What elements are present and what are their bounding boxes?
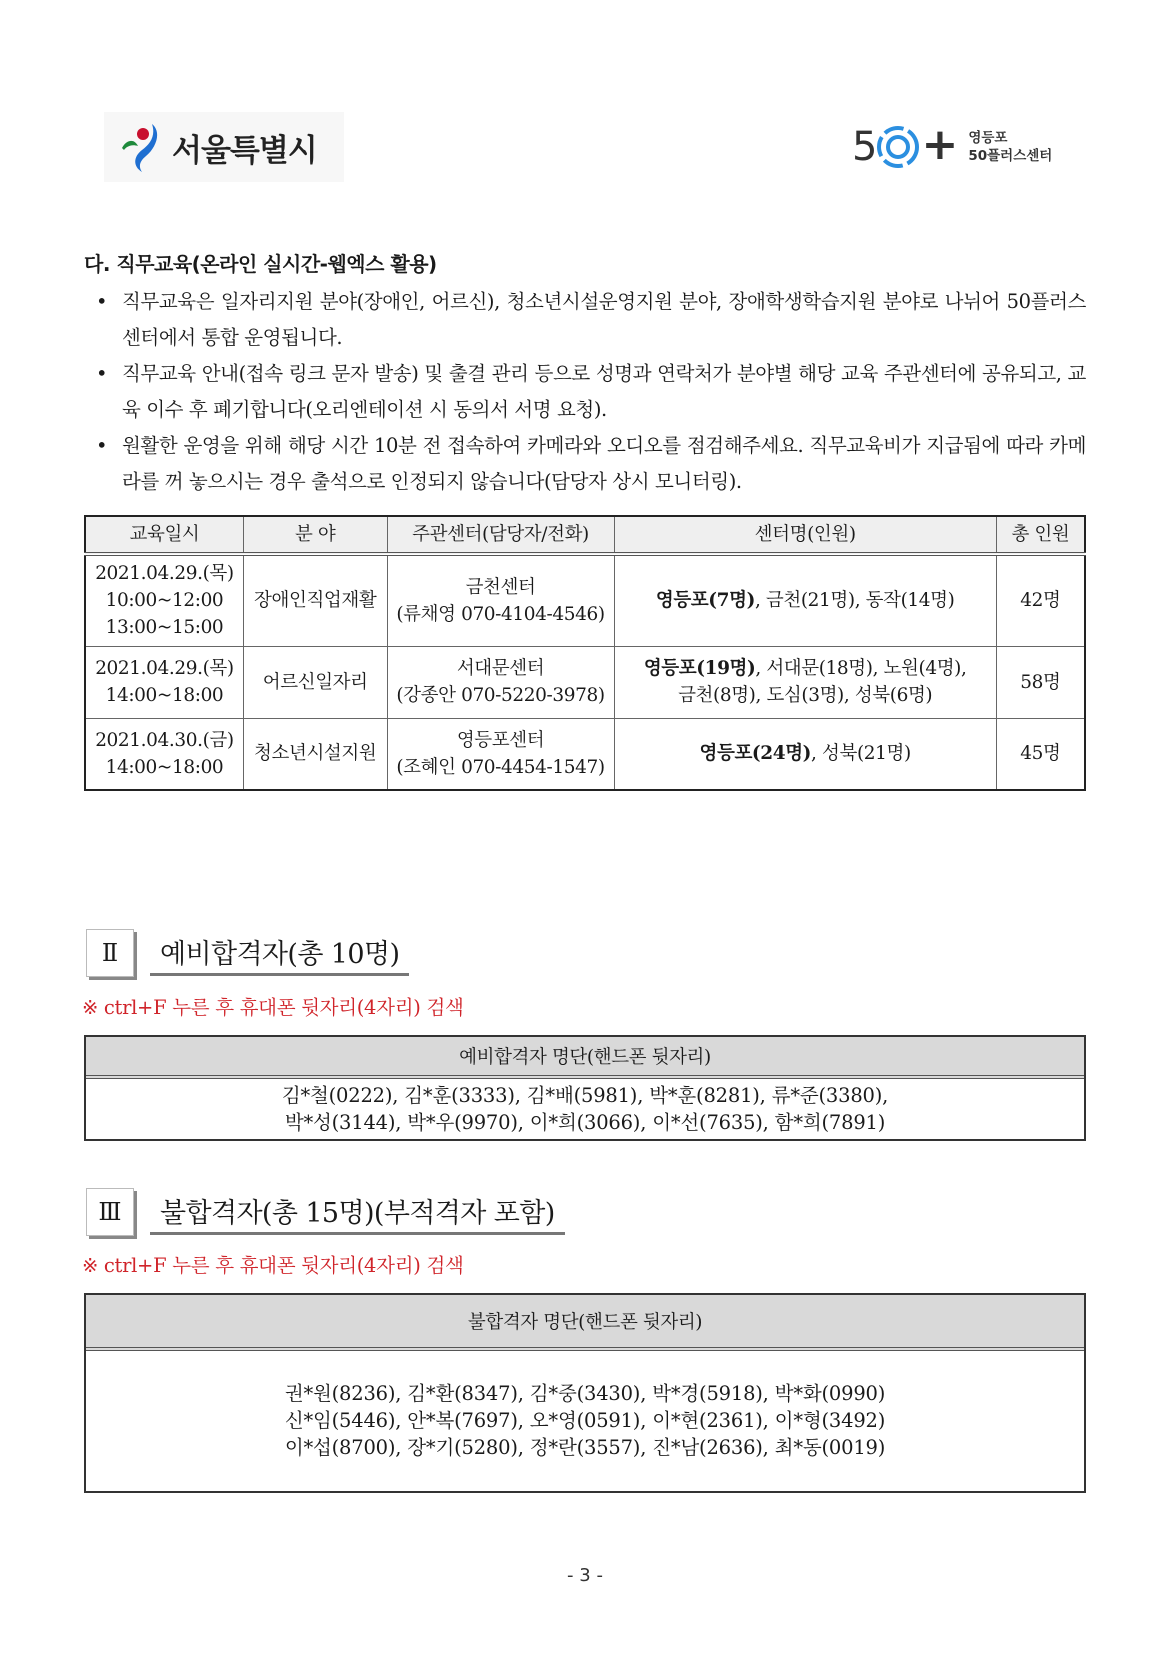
col-header-total: 총 인원 — [996, 516, 1085, 554]
field-cell: 장애인직업재활 — [243, 554, 387, 646]
host-contact: (강종안 070-5220-3978) — [396, 685, 605, 706]
host-center-name: 영등포센터 — [456, 729, 545, 751]
logo-five: 5 — [852, 124, 878, 170]
reserve-list-line: 김*철(0222), 김*훈(3333), 김*배(5981), 박*훈(8281), 류*준(3380), — [281, 1084, 889, 1107]
rejected-list-line: 이*섭(8700), 장*기(5280), 정*란(3557), 진*남(2636), 최*동(0019) — [284, 1435, 886, 1459]
rejected-list-header: 불합격자 명단(핸드폰 뒷자리) — [86, 1295, 1084, 1351]
host-center-cell — [387, 554, 614, 646]
logo-plus: + — [921, 119, 959, 170]
date-cell — [85, 718, 243, 790]
section-3-numeral: Ⅲ — [86, 1188, 134, 1236]
time-text: 10:00~12:00 — [105, 590, 224, 612]
section-3-title: 불합격자(총 15명)(부적격자 포함) — [150, 1191, 565, 1235]
host-contact: (조혜인 070-4454-1547) — [396, 756, 605, 778]
section-2-title: 예비합격자(총 10명) — [150, 932, 409, 976]
training-schedule-table — [84, 515, 1086, 791]
table-header-row — [85, 516, 1085, 554]
date-text: 2021.04.29.(목) — [95, 563, 234, 585]
bullet-item: • 원활한 운영을 위해 해당 시간 10분 전 접속하여 카메라와 오디오를 점검해주세요. 직무교육비가 지급됨에 따라 카메라를 꺼 놓으시는 경우 출석으로 인정되지 않습니다(담당자 상시 모니터링). — [96, 428, 1086, 500]
host-center-cell — [387, 718, 614, 790]
host-center-cell — [387, 646, 614, 718]
fifty-plus-ring-icon — [875, 124, 921, 170]
centers-rest-line2: 금천(8명), 도심(3명), 성북(6명) — [678, 685, 933, 706]
centers-cell — [614, 718, 996, 790]
host-center-name: 서대문센터 — [456, 658, 545, 679]
bullet-item: • 직무교육 안내(접속 링크 문자 발송) 및 출결 관리 등으로 성명과 연락처가 분야별 해당 교육 주관센터에 공유되고, 교육 이수 후 폐기합니다(오리엔테이션 시 동의서 서명 요청). — [96, 356, 1086, 428]
seoul-logo-text: 서울특별시 — [172, 132, 317, 169]
reserve-list-header: 예비합격자 명단(핸드폰 뒷자리) — [86, 1037, 1084, 1079]
centers-rest: , 금천(21명), 동작(14명) — [754, 590, 955, 612]
rejected-list-table — [84, 1293, 1086, 1493]
date-cell — [85, 646, 243, 718]
col-header-field: 분 야 — [243, 516, 387, 554]
table-row — [85, 718, 1085, 790]
centers-rest: , 성북(21명) — [811, 743, 911, 765]
host-contact: (류채영 070-4104-4546) — [396, 603, 605, 625]
rejected-list-body — [86, 1351, 1084, 1489]
section-2-numeral: Ⅱ — [86, 929, 134, 977]
time-text: 14:00~18:00 — [105, 756, 224, 778]
field-cell: 어르신일자리 — [243, 646, 387, 718]
section-da-bullets — [96, 284, 1086, 500]
centers-rest: , 서대문(18명), 노원(4명), — [755, 658, 967, 679]
reserve-list-body — [86, 1079, 1084, 1139]
bullet-item: • 직무교육은 일자리지원 분야(장애인, 어르신), 청소년시설운영지원 분야, 장애학생학습지원 분야로 나뉘어 50플러스센터에서 통합 운영됩니다. — [96, 284, 1086, 356]
centers-cell — [614, 554, 996, 646]
total-cell: 42명 — [996, 554, 1085, 646]
table-row — [85, 646, 1085, 718]
rejected-list-line: 신*임(5446), 안*복(7697), 오*영(0591), 이*현(2361), 이*형(3492) — [284, 1408, 886, 1432]
col-header-centers: 센터명(인원) — [614, 516, 996, 554]
total-cell: 58명 — [996, 646, 1085, 718]
total-cell: 45명 — [996, 718, 1085, 790]
field-cell: 청소년시설지원 — [243, 718, 387, 790]
yeongdeungpo-50plus-logo — [852, 119, 1053, 170]
logo-org-name — [968, 129, 1052, 165]
org-line-2: 50플러스센터 — [968, 148, 1053, 164]
time-text: 14:00~18:00 — [105, 685, 224, 706]
org-line-1: 영등포 — [968, 130, 1008, 146]
col-header-host-center: 주관센터(담당자/전화) — [387, 516, 614, 554]
rejected-list-line: 권*원(8236), 김*환(8347), 김*중(3430), 박*경(5918), 박*화(0990) — [284, 1381, 886, 1405]
centers-highlight: 영등포(19명) — [643, 658, 756, 679]
host-center-name: 금천센터 — [465, 576, 536, 598]
centers-highlight: 영등포(24명) — [699, 743, 812, 765]
section-3-search-note: ※ ctrl+F 누른 후 휴대폰 뒷자리(4자리) 검색 — [82, 1254, 464, 1277]
centers-cell — [614, 646, 996, 718]
centers-highlight: 영등포(7명) — [655, 590, 755, 612]
time-text: 13:00~15:00 — [105, 617, 224, 639]
reserve-list-line: 박*성(3144), 박*우(9970), 이*희(3066), 이*선(7635), 함*희(7891) — [284, 1111, 886, 1134]
reserve-list-table — [84, 1035, 1086, 1141]
section-da-title: 다. 직무교육(온라인 실시간-웹엑스 활용) — [84, 252, 437, 276]
seoul-emblem-icon — [116, 120, 168, 174]
table-row — [85, 554, 1085, 646]
page-number: - 3 - — [567, 1565, 603, 1586]
date-cell — [85, 554, 243, 646]
col-header-date: 교육일시 — [85, 516, 243, 554]
date-text: 2021.04.30.(금) — [95, 729, 234, 751]
date-text: 2021.04.29.(목) — [95, 658, 234, 679]
section-2-search-note: ※ ctrl+F 누른 후 휴대폰 뒷자리(4자리) 검색 — [82, 996, 464, 1019]
seoul-city-logo — [104, 112, 344, 182]
